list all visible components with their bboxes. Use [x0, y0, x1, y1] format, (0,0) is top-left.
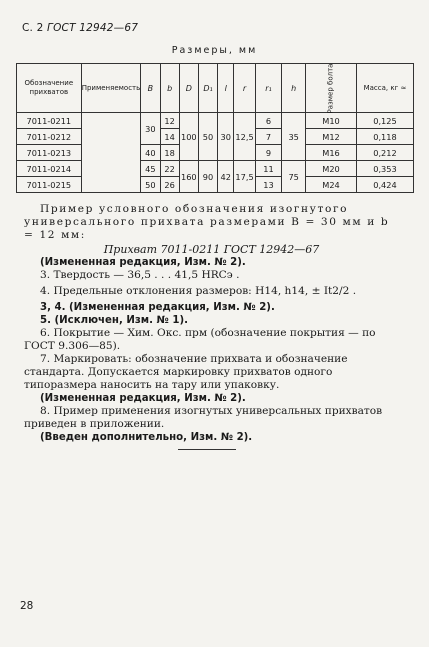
cell-B: 40: [141, 145, 160, 161]
item-marking: 7. Маркировать: обозначение прихвата и обозначение стандарта. Допускается маркировку прихватов одного типоразмера наносить на тару или упаковку.: [24, 353, 348, 391]
example-designation: Прихват 7011-0211 ГОСТ 12942—67: [103, 243, 320, 256]
cell-h: 75: [282, 161, 306, 193]
item-coating: 6. Покрытие — Хим. Окс. прм (обозначение покрытия — по ГОСТ 9.306—85).: [24, 327, 376, 352]
body-text: [24, 203, 399, 444]
cell-D1: 90: [198, 161, 217, 193]
item-tolerances: 4. Предельные отклонения размеров: H14, h14, ± It2/2 .: [40, 285, 357, 297]
table-row: [17, 113, 414, 129]
cell-b: 12: [160, 113, 179, 129]
col-header-D: D: [179, 64, 198, 113]
cell-b: 22: [160, 161, 179, 177]
cell-bolt: М10: [306, 113, 357, 129]
added-note: (Введен дополнительно, Изм. № 2).: [40, 432, 253, 443]
cell-bolt: М12: [306, 129, 357, 145]
cell-r: 17,5: [234, 161, 255, 193]
col-header-B: B: [141, 64, 160, 113]
cell-h: 35: [282, 113, 306, 161]
col-header-l: l: [218, 64, 234, 113]
cell-r1: 7: [255, 129, 282, 145]
col-header-r1: r₁: [255, 64, 282, 113]
col-header-r: r: [234, 64, 255, 113]
cell-designation: 7011-0211: [17, 113, 82, 129]
table-row: [17, 161, 414, 177]
cell-D1: 50: [198, 113, 217, 161]
cell-designation: 7011-0214: [17, 161, 82, 177]
page-header: [22, 22, 138, 34]
cell-B: 30: [141, 113, 160, 145]
cell-mass: 0,353: [356, 161, 413, 177]
item-3-4-revision: 3, 4. (Измененная редакция, Изм. № 2).: [40, 302, 275, 313]
table-caption: Размеры, мм: [171, 45, 258, 56]
cell-mass: 0,424: [356, 177, 413, 193]
page-number: 28: [20, 600, 34, 612]
item-excluded: 5. (Исключен, Изм. № 1).: [40, 315, 188, 326]
cell-b: 14: [160, 129, 179, 145]
gost-number: ГОСТ 12942—67: [47, 22, 139, 34]
cell-b: 18: [160, 145, 179, 161]
cell-r: 12,5: [234, 113, 255, 161]
cell-mass: 0,125: [356, 113, 413, 129]
cell-r1: 11: [255, 161, 282, 177]
cell-mass: 0,118: [356, 129, 413, 145]
cell-bolt: М16: [306, 145, 357, 161]
cell-l: 42: [218, 161, 234, 193]
revision-note: (Измененная редакция, Изм. № 2).: [40, 393, 246, 404]
dimensions-table: [16, 63, 414, 193]
col-header-usage: Применяемость: [81, 64, 141, 113]
cell-mass: 0,212: [356, 145, 413, 161]
cell-r1: 9: [255, 145, 282, 161]
cell-B: 45: [141, 161, 160, 177]
cell-D: 100: [179, 113, 198, 161]
cell-l: 30: [218, 113, 234, 161]
col-header-bolt: Размер болта: [306, 64, 357, 113]
end-rule: [178, 449, 236, 450]
cell-r1: 13: [255, 177, 282, 193]
cell-usage: [81, 113, 141, 193]
cell-bolt: М20: [306, 161, 357, 177]
cell-bolt: М24: [306, 177, 357, 193]
cell-designation: 7011-0215: [17, 177, 82, 193]
col-header-b: b: [160, 64, 179, 113]
item-hardness: 3. Твердость — 36,5 . . . 41,5 HRCэ .: [40, 269, 240, 281]
cell-designation: 7011-0212: [17, 129, 82, 145]
cell-b: 26: [160, 177, 179, 193]
col-header-h: h: [282, 64, 306, 113]
cell-B: 50: [141, 177, 160, 193]
col-header-D1: D₁: [198, 64, 217, 113]
col-header-mass: Масса, кг ≈: [356, 64, 413, 113]
col-header-designation: Обозначение прихватов: [17, 64, 82, 113]
item-application: 8. Пример применения изогнутых универсальных прихватов приведен в приложении.: [24, 405, 383, 430]
cell-r1: 6: [255, 113, 282, 129]
table-header-row: [17, 64, 414, 113]
cell-D: 160: [179, 161, 198, 193]
example-intro: Пример условного обозначения изогнутого универсального прихвата размерами B = 30 мм и b = 12 мм:: [24, 203, 390, 241]
revision-note: (Измененная редакция, Изм. № 2).: [40, 257, 246, 268]
cell-designation: 7011-0213: [17, 145, 82, 161]
page-prefix: С. 2: [22, 22, 44, 34]
